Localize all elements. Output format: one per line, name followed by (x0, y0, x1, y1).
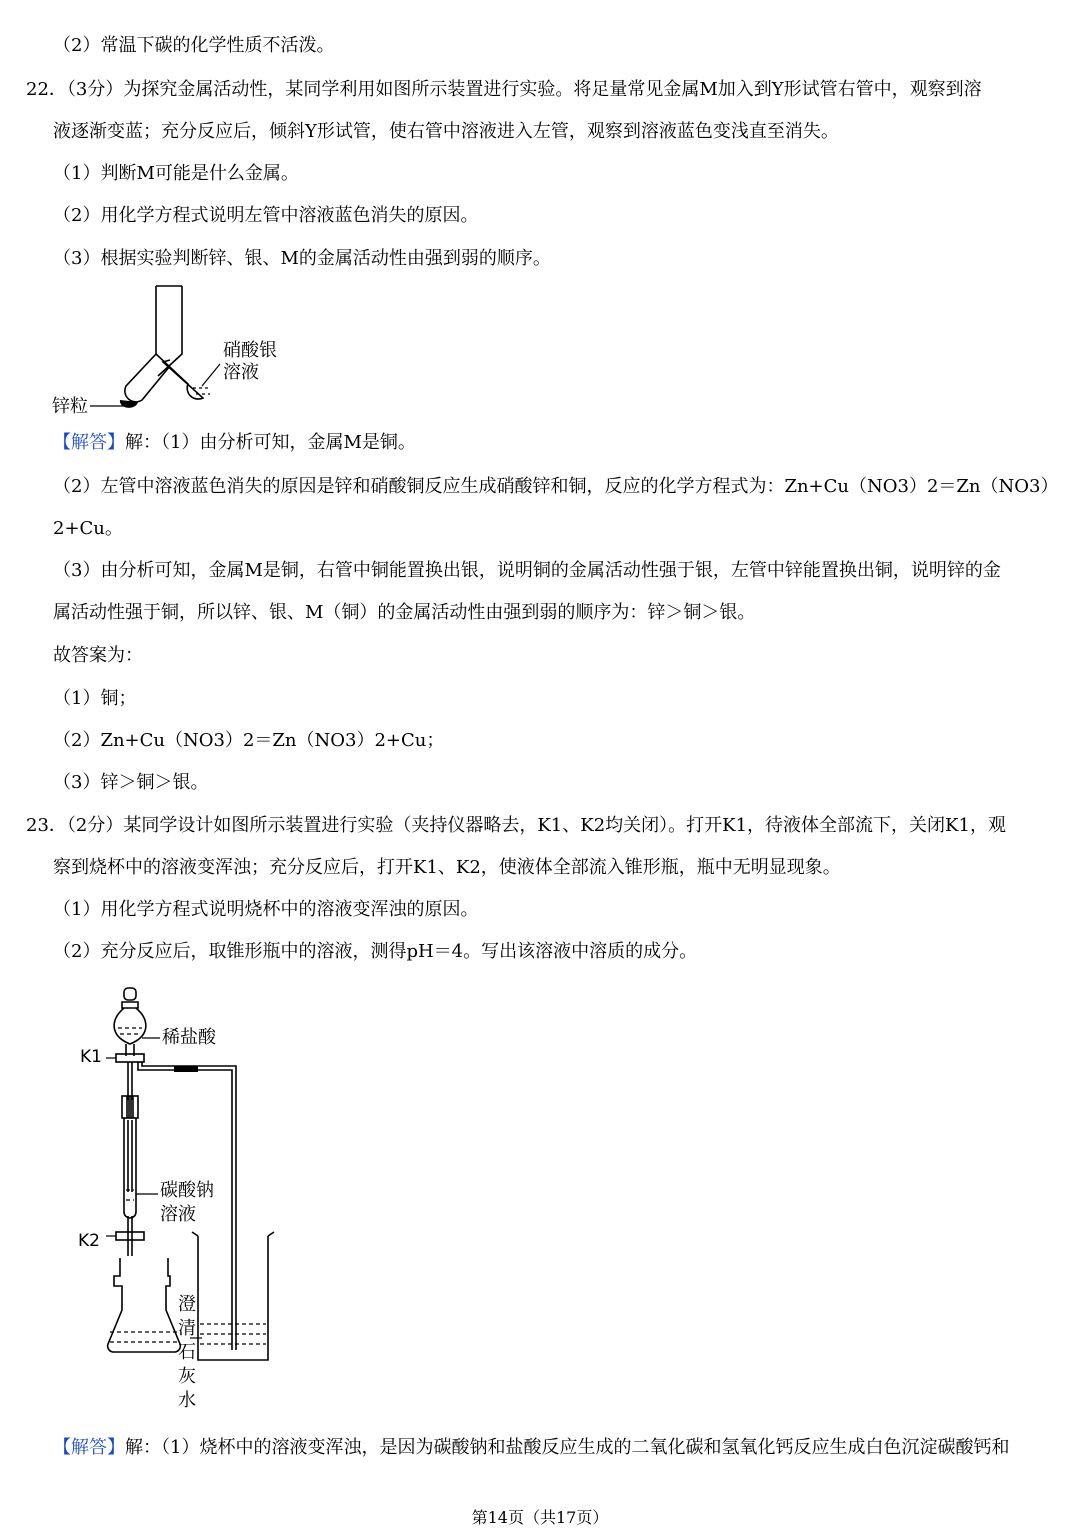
answer-text: 解：（1）烧杯中的溶液变浑浊，是因为碳酸钠和盐酸反应生成的二氧化碳和氢氧化钙反应生成白色沉淀碳酸钙和 (125, 1437, 1010, 1458)
text-line: （3）由分析可知，金属M是铜，右管中铜能置换出银，说明铜的金属活动性强于银，左管中锌能置换出铜，说明锌的金 (53, 560, 1001, 581)
text-line: （3）锌＞铜＞银。 (53, 772, 209, 793)
text-line: （2）充分反应后，取锥形瓶中的溶液，测得pH＝4。写出该溶液中溶质的成分。 (53, 941, 698, 962)
answer-line (53, 431, 416, 455)
text-line: （1）判断M可能是什么金属。 (53, 163, 299, 184)
text-line: 故答案为： (53, 645, 143, 666)
label-k2: K2 (78, 1231, 100, 1251)
label-limewater-2: 清 (178, 1318, 196, 1339)
answer-line (53, 1436, 1009, 1460)
label-limewater-1: 澄 (178, 1294, 196, 1315)
text-line: （1）用化学方程式说明烧杯中的溶液变浑浊的原因。 (53, 899, 479, 920)
label-dilute-hcl: 稀盐酸 (162, 1027, 216, 1048)
label-solution-2: 溶液 (160, 1204, 196, 1225)
text-line: 液逐渐变蓝；充分反应后，倾斜Y形试管，使右管中溶液进入左管，观察到溶液蓝色变浅直至消失。 (53, 121, 839, 142)
question-22: 22．（3分）为探究金属活动性，某同学利用如图所示装置进行实验。将足量常见金属M加入到Y形试管右管中，观察到溶 (26, 79, 982, 100)
text-line: （2）Zn+Cu（NO3）2＝Zn（NO3）2+Cu； (53, 730, 445, 751)
text-line: （2）常温下碳的化学性质不活泼。 (53, 35, 335, 56)
text-line: 察到烧杯中的溶液变浑浊；充分反应后，打开K1、K2，使液体全部流入锥形瓶，瓶中无明显现象。 (53, 857, 841, 878)
label-sodium-carbonate: 碳酸钠 (160, 1180, 214, 1201)
answer-tag: 【解答】 (53, 432, 125, 453)
label-silver-nitrate: 硝酸银 (223, 340, 277, 361)
label-limewater-4: 灰 (178, 1366, 196, 1387)
answer-tag: 【解答】 (53, 1437, 125, 1458)
label-limewater-5: 水 (178, 1390, 196, 1411)
label-zinc-granules: 锌粒 (52, 396, 88, 417)
label-solution: 溶液 (223, 362, 259, 383)
text-line: （2）用化学方程式说明左管中溶液蓝色消失的原因。 (53, 205, 479, 226)
text-line: （1）铜； (53, 688, 137, 709)
label-k1: K1 (80, 1047, 102, 1067)
label-limewater-3: 石 (178, 1342, 196, 1363)
text-line: 属活动性强于铜，所以锌、银、M（铜）的金属活动性由强到弱的顺序为：锌＞铜＞银。 (53, 602, 756, 623)
question-23: 23．（2分）某同学设计如图所示装置进行实验（夹持仪器略去，K1、K2均关闭）。打开K1，待液体全部流下，关闭K1，观 (26, 815, 1006, 836)
page-footer: 第14页（共17页） (471, 1508, 609, 1527)
text-line: （2）左管中溶液蓝色消失的原因是锌和硝酸铜反应生成硝酸锌和铜，反应的化学方程式为：Zn+Cu（NO3）2＝Zn（NO3） (53, 476, 1059, 497)
text-line: （3）根据实验判断锌、银、M的金属活动性由强到弱的顺序。 (53, 248, 551, 269)
text-line: 2+Cu。 (53, 518, 123, 539)
answer-text: 解：（1）由分析可知，金属M是铜。 (125, 432, 416, 453)
